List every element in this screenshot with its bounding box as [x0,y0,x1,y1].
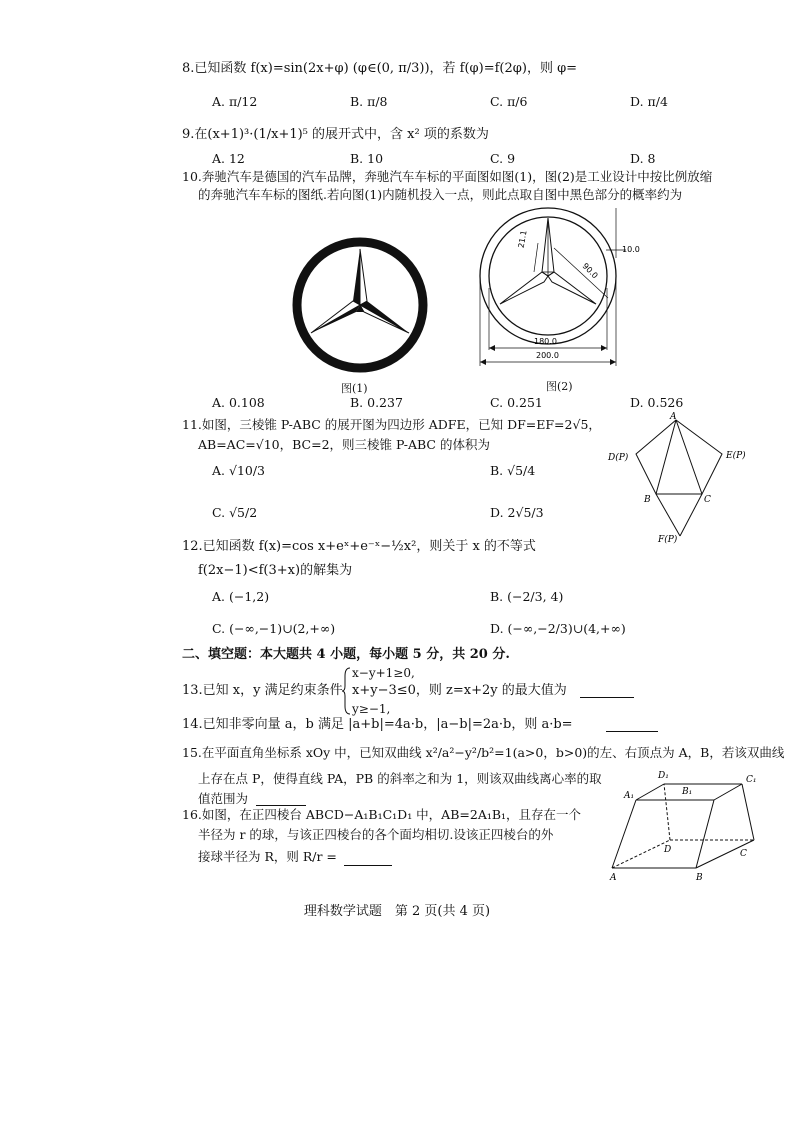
q9-option-a: A. 12 [212,151,245,166]
q16-label-b1: B₁ [682,787,693,797]
q11-stem-line2: AB=AC=√10，BC=2，则三棱锥 P-ABC 的体积为 [198,437,490,452]
q9-option-b: B. 10 [350,151,384,166]
q15-stem-line3: 值范围为 [198,791,249,806]
q13-stem-right: x+y−3≤0，则 z=x+2y 的最大值为 [352,683,567,698]
q12-stem-line2: f(2x−1)<f(3+x)的解集为 [198,563,353,578]
q8-stem: 8.已知函数 f(x)=sin(2x+φ) (φ∈(0, π/3))，若 f(φ)=f(2φ)，则 φ= [182,61,578,76]
q12-option-a: A. (−1,2) [212,589,270,604]
q10-stem-line2: 的奔驰汽车车标的图纸.若向图(1)内随机投入一点，则此点取自图中黑色部分的概率约为 [198,187,683,202]
q11-option-b: B. √5/4 [490,463,536,478]
q16-label-c1: C₁ [746,775,757,785]
q16-label-a: A [610,873,617,883]
q10-figure-1-caption: 图(1) [341,382,368,395]
q8-option-c: C. π/6 [490,94,528,109]
q16-label-d: D [664,845,672,855]
q13-brace [342,666,352,716]
q10-option-c: C. 0.251 [490,395,543,410]
q10-option-a: A. 0.108 [212,395,265,410]
q16-label-a1: A₁ [624,791,635,801]
q10-option-b: B. 0.237 [350,395,403,410]
q9-option-c: C. 9 [490,151,516,166]
q11-label-a: A [670,412,677,422]
q15-answer-blank[interactable] [256,792,306,806]
q9-stem: 9.在(x+1)³·(1/x+1)⁵ 的展开式中，含 x² 项的系数为 [182,127,489,142]
section-2-heading: 二、填空题：本大题共 4 小题，每小题 5 分，共 20 分. [182,647,510,662]
q11-label-e: E(P) [726,451,746,461]
q16-stem-line1: 16.如图，在正四棱台 ABCD−A₁B₁C₁D₁ 中，AB=2A₁B₁，且存在一个 [182,807,582,822]
q12-option-c: C. (−∞,−1)∪(2,+∞) [212,621,336,636]
q16-label-c: C [740,849,747,859]
q16-label-d1: D₁ [658,771,669,781]
q10-stem-line1: 10.奔驰汽车是德国的汽车品牌，奔驰汽车车标的平面图如图(1)，图(2)是工业设计中按比例放缩 [182,169,713,184]
q10-figure-2-caption: 图(2) [546,380,573,393]
q11-net-figure [606,410,766,550]
q16-stem-line3: 接球半径为 R，则 R/r = [198,849,337,864]
q15-stem-line1: 15.在平面直角坐标系 xOy 中，已知双曲线 x²/a²−y²/b²=1(a>0，b>0)的左、右顶点为 A，B，若该双曲线 [182,745,785,760]
q10-dim-5: 200.0 [536,351,559,360]
q12-stem-line1: 12.已知函数 f(x)=cos x+eˣ+e⁻ˣ−½x²，则关于 x 的不等式 [182,539,536,554]
q16-label-b: B [696,873,703,883]
q10-dim-2: 90.0 [580,261,600,281]
q11-option-c: C. √5/2 [212,505,258,520]
q11-option-d: D. 2√5/3 [490,505,544,520]
q11-label-c: C [704,495,711,505]
q14-stem: 14.已知非零向量 a，b 满足 |a+b|=4a·b，|a−b|=2a·b，则 a·b= [182,717,573,732]
q13-constraint-1: x−y+1≥0, [352,666,415,680]
q11-option-a: A. √10/3 [212,463,266,478]
q10-dim-3: 10.0 [622,245,640,254]
q13-answer-blank[interactable] [580,684,634,698]
q11-label-b: B [644,495,651,505]
q11-stem-line1: 11.如图，三棱锥 P-ABC 的展开图为四边形 ADFE，已知 DF=EF=2√5， [182,417,601,432]
q10-figure-2-drawing [478,188,648,378]
q13-constraint-3: y≥−1, [352,702,391,716]
q11-label-d: D(P) [608,453,629,463]
q9-option-d: D. 8 [630,151,656,166]
page-footer: 理科数学试题 第 2 页(共 4 页) [303,904,491,919]
q13-stem-left: 13.已知 x，y 满足约束条件 [182,683,343,698]
q10-dim-1: 21.1 [516,229,529,249]
q16-frustum-figure [606,764,766,884]
q15-stem-line2: 上存在点 P，使得直线 PA，PB 的斜率之和为 1，则该双曲线离心率的取 [198,771,602,786]
q12-option-b: B. (−2/3, 4) [490,589,564,604]
q10-option-d: D. 0.526 [630,395,684,410]
q11-label-f: F(P) [658,535,678,545]
q10-dim-4: 180.0 [534,337,557,346]
q16-stem-line2: 半径为 r 的球，与该正四棱台的各个面均相切.设该正四棱台的外 [198,827,554,842]
q8-option-b: B. π/8 [350,94,388,109]
q14-answer-blank[interactable] [606,718,658,732]
q16-answer-blank[interactable] [344,852,392,866]
q10-figure-1-logo [290,235,430,375]
q8-option-a: A. π/12 [212,94,258,109]
q12-option-d: D. (−∞,−2/3)∪(4,+∞) [490,621,626,636]
q8-option-d: D. π/4 [630,94,668,109]
